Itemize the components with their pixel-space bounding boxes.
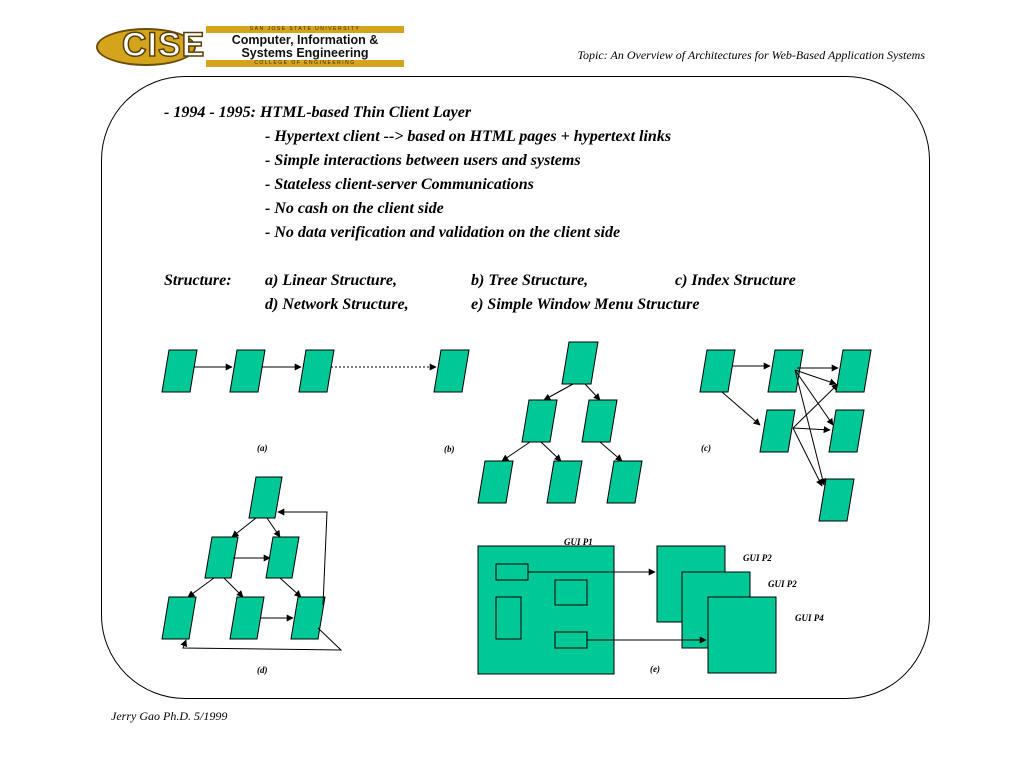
caption-a: (a) (257, 443, 268, 453)
page-node (162, 350, 197, 392)
menu-item-box (555, 632, 587, 648)
page-node (829, 410, 864, 452)
structure-a: a) Linear Structure, (265, 272, 398, 289)
page-node (836, 350, 871, 392)
page-node (266, 537, 299, 578)
structure-d: d) Network Structure, (265, 296, 409, 313)
page-node (700, 350, 735, 392)
page-node (230, 597, 264, 639)
gui-label-p1: GUI P1 (564, 537, 593, 547)
logo-line-2: Systems Engineering (241, 45, 369, 60)
caption-e: (e) (650, 664, 660, 674)
page-node (607, 461, 642, 503)
page-node (478, 461, 513, 503)
page-node (562, 342, 598, 384)
structure-c: c) Index Structure (675, 272, 796, 289)
gui-label-p2: GUI P2 (743, 553, 772, 563)
bullet-5: - No data verification and validation on the client side (265, 224, 621, 241)
menu-item-box (496, 564, 528, 580)
footer-author: Jerry Gao Ph.D. 5/1999 (111, 709, 228, 723)
logo-college: COLLEGE OF ENGINEERING (206, 60, 404, 67)
logo-line-1: Computer, Information & (231, 33, 379, 47)
page-node (230, 350, 265, 392)
page-node (249, 477, 282, 518)
page-node (760, 410, 795, 452)
logo-university: SAN JOSE STATE UNIVERSITY (206, 26, 404, 33)
gui-label-p4: GUI P4 (795, 613, 824, 623)
linear-structure (162, 350, 469, 392)
caption-d: (d) (257, 665, 268, 675)
page-node (434, 350, 469, 392)
menu-item-box (496, 597, 521, 639)
heading: - 1994 - 1995: HTML-based Thin Client Layer (164, 104, 472, 121)
caption-c: (c) (701, 443, 711, 453)
structure-b: b) Tree Structure, (471, 272, 589, 289)
bullet-4: - No cash on the client side (265, 200, 444, 217)
window-menu-structure (478, 537, 824, 674)
network-structure (162, 477, 341, 650)
structure-label: Structure: (164, 272, 232, 289)
page-node (522, 400, 557, 442)
index-structure (700, 350, 871, 521)
structure-e: e) Simple Window Menu Structure (471, 296, 700, 313)
page-node (582, 400, 617, 442)
page-node (819, 479, 854, 521)
page-node (547, 461, 582, 503)
page-node (162, 597, 196, 639)
slide-topic: Topic: An Overview of Architectures for Web-Based Application Systems (577, 48, 925, 62)
page-node (299, 350, 334, 392)
page-node (291, 597, 325, 639)
logo-brand-text: CISE (122, 26, 206, 64)
bullet-3: - Stateless client-server Communications (265, 176, 534, 193)
gui-label-p3: GUI P2 (768, 579, 797, 589)
bullet-2: - Simple interactions between users and systems (265, 152, 581, 169)
caption-b: (b) (444, 444, 455, 454)
bullet-1: - Hypertext client --> based on HTML pages + hypertext links (265, 128, 672, 145)
gui-p4-window (708, 597, 776, 673)
menu-item-box (555, 580, 587, 605)
tree-structure (478, 342, 642, 503)
